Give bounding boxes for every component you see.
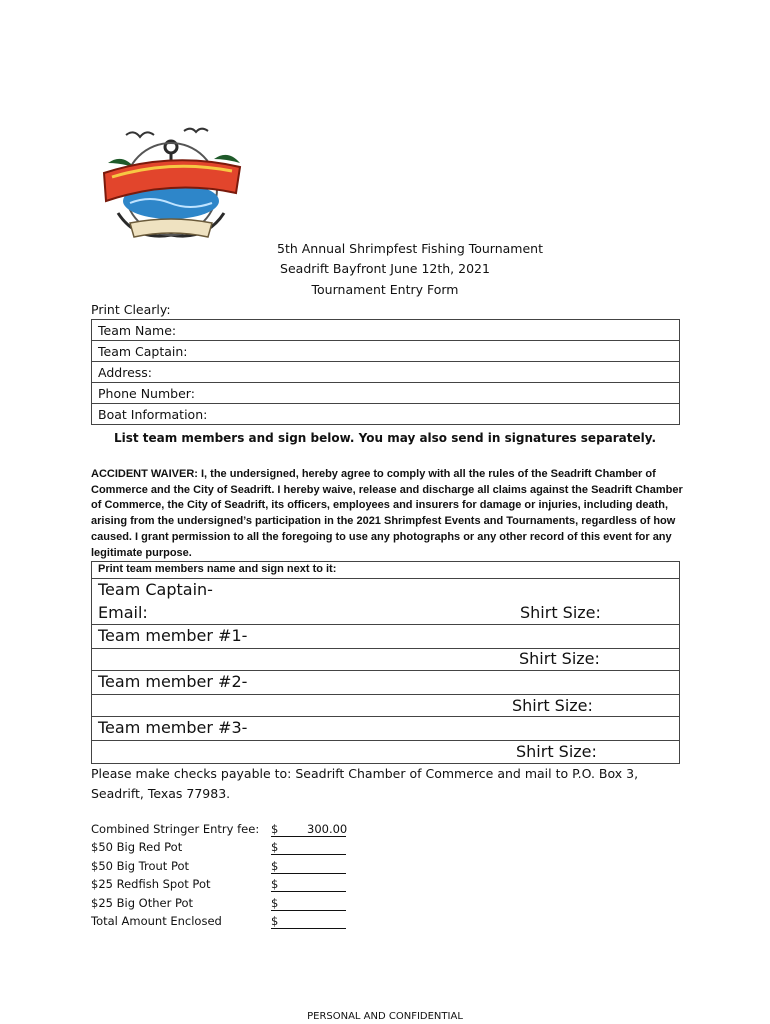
team-members-box — [91, 561, 680, 764]
team-captain-field[interactable]: Team Captain: — [92, 341, 680, 362]
team-captain-label[interactable]: Team Captain- — [98, 580, 213, 599]
accident-waiver: ACCIDENT WAIVER: I, the undersigned, hereby agree to comply with all the rules of the Seadrift Chamber of Commerce and the City of Seadrift. I hereby waive, release and discharge all claims against the Seadrift Chamber of Commerce, the City of Seadrift, its officers, employees and insurers for damage or injuries, including death, arising from the undersigned’s participation in the 2021 Shrimpfest Events and Tournaments, regardless of how caused. I grant permission to all the foregoing to use any photographs or any other record of this event for any legitimate purpose. — [91, 468, 683, 559]
address-field[interactable]: Address: — [92, 362, 680, 383]
fee-amount-field[interactable]: $ — [271, 877, 346, 892]
team-info-table — [91, 319, 680, 425]
divider — [92, 694, 679, 695]
email-label[interactable]: Email: — [98, 603, 148, 622]
divider — [92, 624, 679, 625]
list-members-note: List team members and sign below. You may also send in signatures separately. — [113, 431, 657, 445]
form-title: Tournament Entry Form — [311, 282, 459, 297]
divider — [92, 740, 679, 741]
captain-shirt-size-label[interactable]: Shirt Size: — [520, 603, 601, 622]
fee-row — [91, 859, 391, 877]
fee-row — [91, 896, 391, 914]
fee-row — [91, 914, 391, 932]
fee-label: $25 Big Other Pot — [91, 896, 194, 910]
members-subheader: Print team members name and sign next to it: — [98, 563, 337, 575]
fee-row — [91, 877, 391, 895]
boat-information-field[interactable]: Boat Information: — [92, 404, 680, 425]
fee-label: $25 Redfish Spot Pot — [91, 877, 211, 891]
fee-row — [91, 840, 391, 858]
fee-label: Total Amount Enclosed — [91, 914, 222, 928]
divider — [92, 716, 679, 717]
shrimpfest-logo — [96, 123, 246, 249]
tournament-title: 5th Annual Shrimpfest Fishing Tournament — [277, 241, 543, 256]
member-2-shirt-size-label[interactable]: Shirt Size: — [512, 696, 593, 715]
team-name-field[interactable]: Team Name: — [92, 320, 680, 341]
fee-row — [91, 822, 391, 840]
phone-number-field[interactable]: Phone Number: — [92, 383, 680, 404]
member-3-shirt-size-label[interactable]: Shirt Size: — [516, 742, 597, 761]
divider — [92, 578, 679, 579]
event-location-date: Seadrift Bayfront June 12th, 2021 — [280, 261, 490, 276]
fee-label: $50 Big Red Pot — [91, 840, 183, 854]
print-clearly-label: Print Clearly: — [91, 302, 171, 317]
fee-label: Combined Stringer Entry fee: — [91, 822, 260, 836]
divider — [92, 670, 679, 671]
fee-amount-field[interactable]: $ — [271, 840, 346, 855]
checks-payable-note: Please make checks payable to: Seadrift Chamber of Commerce and mail to P.O. Box 3, Seadrift, Texas 77983. — [91, 766, 639, 801]
fee-label: $50 Big Trout Pot — [91, 859, 190, 873]
fee-amount-field[interactable]: $ 300.00 — [271, 822, 348, 836]
fee-amount-field[interactable]: $ — [271, 896, 346, 911]
team-member-2-label[interactable]: Team member #2- — [98, 672, 248, 691]
fee-amount-field[interactable]: $ — [271, 914, 346, 929]
fee-amount-field[interactable]: $ — [271, 859, 346, 874]
member-1-shirt-size-label[interactable]: Shirt Size: — [519, 649, 600, 668]
team-member-1-label[interactable]: Team member #1- — [98, 626, 248, 645]
team-member-3-label[interactable]: Team member #3- — [98, 718, 248, 737]
confidential-footer: PERSONAL AND CONFIDENTIAL — [307, 1011, 463, 1022]
